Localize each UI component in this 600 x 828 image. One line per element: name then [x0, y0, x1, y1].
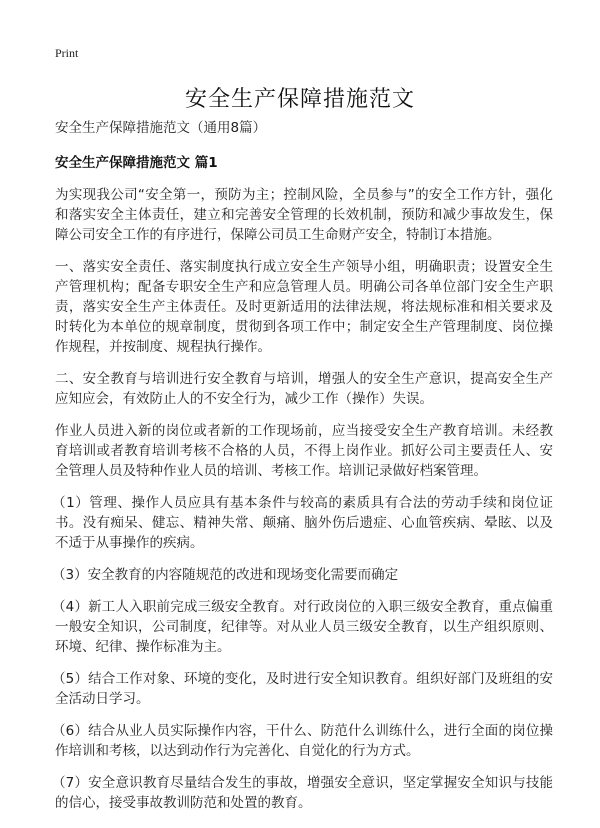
paragraph-responsibility: 一、落实安全责任、落实制度执行成立安全生产领导小组，明确职责；设置安全生产管理机构；配备专职安全生产和应急管理人员。明确公司各单位部门安全生产职责，落实安全生产主体责任。及时更新适用的法律法规，将法规标准和相关要求及时转化为本单位的规章制度，贯彻到各项工作中；制定安全生产管理制度、岗位操作规程，并按制度、规程执行操作。 — [55, 259, 553, 355]
print-label: Print — [55, 46, 79, 60]
paragraph-pre-job-training: 作业人员进入新的岗位或者新的工作现场前，应当接受安全生产教育培训。未经教育培训或者教育培训考核不合格的人员，不得上岗作业。抓好公司主要责任人、安全管理人员及特种作业人员的培训、考核工作。培训记录做好档案管理。 — [55, 423, 553, 479]
section-heading: 安全生产保障措施范文 篇1 — [55, 155, 218, 171]
intro-paragraph: 为实现我公司“安全第一，预防为主；控制风险，全员参与”的安全工作方针，强化和落实安全主体责任，建立和完善安全管理的长效机制，预防和减少事故发生，保障公司安全工作的有序进行，保障公司员工生命财产安全，特制订本措施。 — [55, 187, 553, 243]
list-item-1: （1）管理、操作人员应具有基本条件与较高的素质具有合法的劳动手续和岗位证书。没有痴呆、健忘、精神失常、颠痛、脑外伤后遗症、心血管疾病、晕眩、以及不适于从事操作的疾病。 — [52, 495, 553, 551]
document-title: 安全生产保障措施范文 — [184, 87, 415, 112]
document-body — [52, 118, 553, 825]
list-item-6: （6）结合从业人员实际操作内容，干什么、防范什么训练什么，进行全面的岗位操作培训和考核，以达到动作行为完善化、自觉化的行为方式。 — [52, 723, 553, 759]
document-subtitle: 安全生产保障措施范文（通用8篇） — [55, 120, 267, 136]
list-item-5: （5）结合工作对象、环境的变化，及时进行安全知识教育。组织好部门及班组的安全活动日学习。 — [52, 671, 553, 707]
list-item-7: （7）安全意识教育尽量结合发生的事故，增强安全意识，坚定掌握安全知识与技能的信心，接受事故教训防范和处置的教育。 — [52, 775, 553, 811]
list-item-3: （3）安全教育的内容随规范的改进和现场变化需要而确定 — [52, 567, 399, 583]
paragraph-education-training: 二、安全教育与培训进行安全教育与培训，增强人的安全生产意识，提高安全生产应知应会，有效防止人的不安全行为，减少工作（操作）失误。 — [55, 371, 553, 407]
list-item-4: （4）新工人入职前完成三级安全教育。对行政岗位的入职三级安全教育，重点偏重一般安全知识，公司制度，纪律等。对从业人员三级安全教育，以生产组织原则、环境、纪律、操作标准为主。 — [52, 599, 553, 655]
